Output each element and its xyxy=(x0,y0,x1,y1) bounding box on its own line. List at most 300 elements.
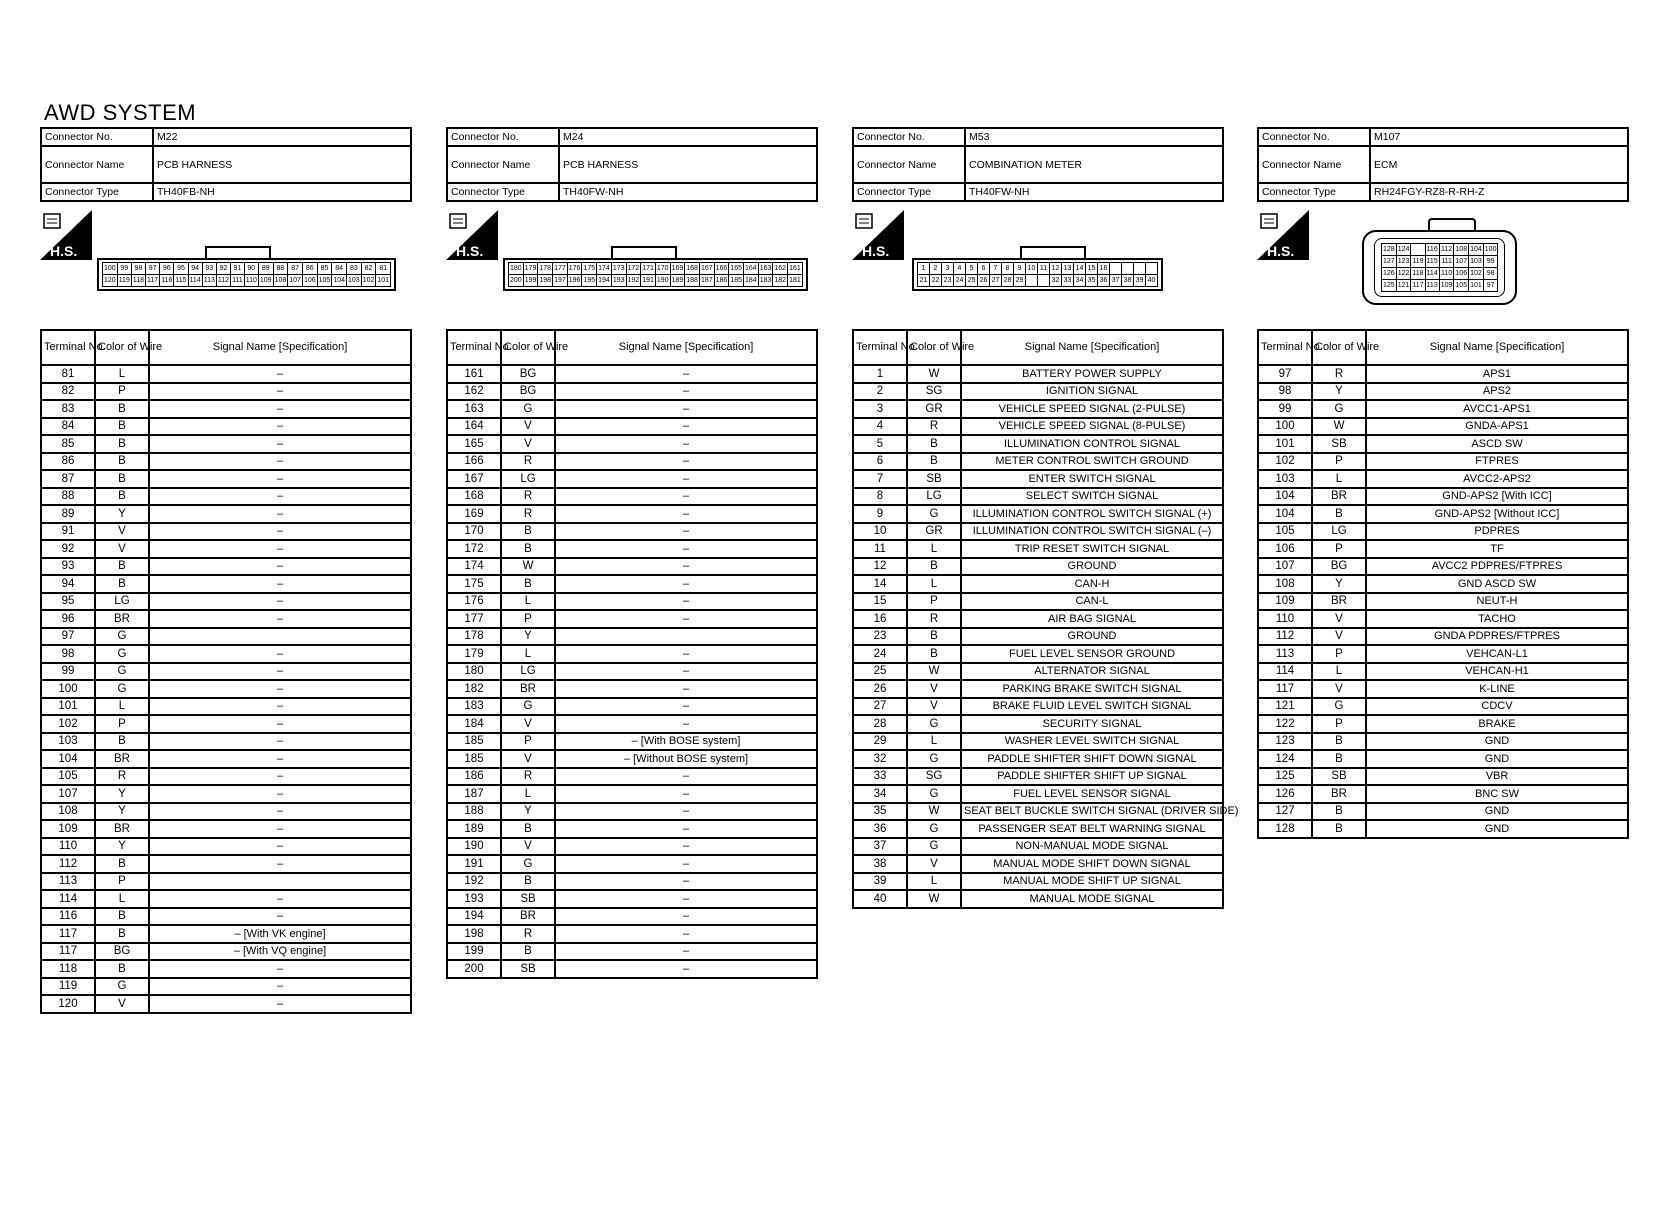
wire-color: G xyxy=(501,855,555,873)
wire-color: B xyxy=(95,470,149,488)
table-row xyxy=(447,838,817,856)
wire-color: G xyxy=(95,978,149,996)
signal-name: VEHICLE SPEED SIGNAL (2-PULSE) xyxy=(961,400,1223,418)
pin: 23 xyxy=(942,275,954,287)
wire-color: B xyxy=(501,873,555,891)
table-row xyxy=(447,715,817,733)
table-row xyxy=(41,803,411,821)
table-row xyxy=(853,593,1223,611)
terminal-no: 112 xyxy=(41,855,95,873)
table-row xyxy=(447,540,817,558)
terminal-table xyxy=(852,329,1239,909)
terminal-no: 124 xyxy=(1258,750,1312,768)
table-row xyxy=(1258,645,1628,663)
signal-name: CDCV xyxy=(1366,698,1628,716)
signal-name: ASCD SW xyxy=(1366,435,1628,453)
wire-color: R xyxy=(501,453,555,471)
terminal-no: 24 xyxy=(853,645,907,663)
connector-face xyxy=(912,246,1163,291)
signal-name-header: Signal Name [Specification] xyxy=(555,330,817,365)
wire-color: B xyxy=(95,558,149,576)
table-row xyxy=(853,733,1223,751)
terminal-no: 116 xyxy=(41,908,95,926)
pin: 175 xyxy=(582,263,597,275)
wire-color: B xyxy=(907,435,961,453)
terminal-no: 29 xyxy=(853,733,907,751)
signal-name: MANUAL MODE SHIFT DOWN SIGNAL xyxy=(961,855,1223,873)
connector-block-M107 xyxy=(1257,127,1629,839)
pin: 165 xyxy=(729,263,744,275)
terminal-no: 7 xyxy=(853,470,907,488)
pin: 106 xyxy=(302,275,317,287)
table-row xyxy=(1258,400,1628,418)
terminal-no: 187 xyxy=(447,785,501,803)
pin: 33 xyxy=(1062,275,1074,287)
terminal-no: 11 xyxy=(853,540,907,558)
signal-name: – xyxy=(555,435,817,453)
wire-color: LG xyxy=(501,663,555,681)
table-row xyxy=(447,418,817,436)
pin: 114 xyxy=(1425,268,1439,280)
signal-name: BATTERY POWER SUPPLY xyxy=(961,365,1223,383)
wire-color: BR xyxy=(1312,785,1366,803)
wire-color: L xyxy=(501,785,555,803)
signal-name: MANUAL MODE SHIFT UP SIGNAL xyxy=(961,873,1223,891)
wire-color: B xyxy=(907,628,961,646)
signal-name: – xyxy=(149,768,411,786)
pin: 181 xyxy=(788,275,803,287)
wire-color: BG xyxy=(501,365,555,383)
svg-text:H.S.: H.S. xyxy=(456,243,484,259)
terminal-no: 117 xyxy=(41,943,95,961)
terminal-no: 26 xyxy=(853,680,907,698)
signal-name: – [Without BOSE system] xyxy=(555,750,817,768)
table-row xyxy=(853,715,1223,733)
wire-color: BG xyxy=(501,383,555,401)
pin: 176 xyxy=(567,263,582,275)
signal-name: – xyxy=(555,785,817,803)
wire-color: BG xyxy=(1312,558,1366,576)
table-row xyxy=(853,610,1223,628)
wire-color: BR xyxy=(1312,593,1366,611)
table-row xyxy=(41,418,411,436)
table-row xyxy=(853,505,1223,523)
signal-name-header: Signal Name [Specification] xyxy=(1366,330,1628,365)
wire-color: BR xyxy=(501,680,555,698)
signal-name: PASSENGER SEAT BELT WARNING SIGNAL xyxy=(961,820,1223,838)
terminal-no: 15 xyxy=(853,593,907,611)
connector-face xyxy=(503,246,808,291)
table-row xyxy=(41,470,411,488)
signal-name: IGNITION SIGNAL xyxy=(961,383,1223,401)
signal-name: BNC SW xyxy=(1366,785,1628,803)
signal-name: SECURITY SIGNAL xyxy=(961,715,1223,733)
terminal-no: 121 xyxy=(1258,698,1312,716)
pin-layout xyxy=(917,262,1158,287)
terminal-no: 14 xyxy=(853,575,907,593)
connector-type-value: TH40FW-NH xyxy=(559,183,817,201)
pin: 97 xyxy=(1483,280,1498,292)
terminal-no: 101 xyxy=(1258,435,1312,453)
terminal-no: 5 xyxy=(853,435,907,453)
wire-color: Y xyxy=(501,803,555,821)
table-row xyxy=(853,803,1223,821)
table-row xyxy=(853,400,1223,418)
table-row xyxy=(853,435,1223,453)
wire-color: W xyxy=(907,890,961,908)
terminal-no: 190 xyxy=(447,838,501,856)
wire-color: Y xyxy=(95,803,149,821)
connector-name-label: Connector Name xyxy=(1258,146,1370,183)
signal-name: GND ASCD SW xyxy=(1366,575,1628,593)
pin: 2 xyxy=(930,263,942,275)
pin: 197 xyxy=(553,275,568,287)
signal-name: – xyxy=(149,558,411,576)
wire-color: P xyxy=(1312,540,1366,558)
wire-color: P xyxy=(1312,645,1366,663)
table-row xyxy=(447,663,817,681)
table-row xyxy=(41,733,411,751)
pin: 6 xyxy=(978,263,990,275)
table-row xyxy=(41,505,411,523)
wire-color: B xyxy=(1312,820,1366,838)
wire-color: V xyxy=(501,750,555,768)
pin: 188 xyxy=(685,275,700,287)
wire-color: V xyxy=(907,680,961,698)
connector-diagram xyxy=(1257,202,1629,329)
connector-type-label: Connector Type xyxy=(447,183,559,201)
pin: 168 xyxy=(685,263,700,275)
terminal-no: 103 xyxy=(1258,470,1312,488)
svg-text:H.S.: H.S. xyxy=(1267,243,1295,259)
table-row xyxy=(853,645,1223,663)
connector-type-label: Connector Type xyxy=(41,183,153,201)
pin: 178 xyxy=(538,263,553,275)
signal-name: – xyxy=(555,645,817,663)
wire-color: V xyxy=(1312,628,1366,646)
table-row xyxy=(41,575,411,593)
table-row xyxy=(41,645,411,663)
signal-name: – xyxy=(149,750,411,768)
connector-no-label: Connector No. xyxy=(1258,128,1370,146)
connector-type-value: TH40FW-NH xyxy=(965,183,1223,201)
terminal-no: 38 xyxy=(853,855,907,873)
pin: 88 xyxy=(273,263,288,275)
terminal-no: 176 xyxy=(447,593,501,611)
table-row xyxy=(447,383,817,401)
pin: 173 xyxy=(611,263,626,275)
signal-name: – xyxy=(149,715,411,733)
wire-color: G xyxy=(907,785,961,803)
signal-name: – xyxy=(149,978,411,996)
wire-color: V xyxy=(501,435,555,453)
signal-name: GND-APS2 [With ICC] xyxy=(1366,488,1628,506)
signal-name: – xyxy=(555,593,817,611)
wire-color: R xyxy=(907,610,961,628)
table-row xyxy=(1258,628,1628,646)
signal-name: – xyxy=(149,663,411,681)
terminal-no: 110 xyxy=(1258,610,1312,628)
terminal-no: 113 xyxy=(41,873,95,891)
table-row xyxy=(447,400,817,418)
table-row xyxy=(1258,365,1628,383)
terminal-no: 100 xyxy=(41,680,95,698)
terminal-no: 101 xyxy=(41,698,95,716)
terminal-no: 200 xyxy=(447,960,501,978)
table-row xyxy=(41,558,411,576)
wire-color: V xyxy=(95,523,149,541)
table-row xyxy=(447,750,817,768)
signal-name: FUEL LEVEL SENSOR SIGNAL xyxy=(961,785,1223,803)
wire-color: B xyxy=(95,908,149,926)
pin: 98 xyxy=(131,263,145,275)
pin: 198 xyxy=(538,275,553,287)
table-row xyxy=(853,488,1223,506)
wire-color: W xyxy=(501,558,555,576)
wire-color: G xyxy=(95,645,149,663)
terminal-no: 27 xyxy=(853,698,907,716)
pin: 124 xyxy=(1396,244,1411,256)
terminal-no: 119 xyxy=(41,978,95,996)
wire-color: SG xyxy=(907,768,961,786)
table-row xyxy=(853,558,1223,576)
pin: 194 xyxy=(597,275,612,287)
pin: 12 xyxy=(1050,263,1062,275)
signal-name: – xyxy=(149,505,411,523)
terminal-no: 123 xyxy=(1258,733,1312,751)
pin: 186 xyxy=(714,275,729,287)
wire-color: V xyxy=(501,715,555,733)
pin: 109 xyxy=(258,275,273,287)
table-row xyxy=(447,435,817,453)
pin: 102 xyxy=(1469,268,1484,280)
pin: 172 xyxy=(626,263,641,275)
signal-name xyxy=(555,628,817,646)
wire-color: G xyxy=(907,820,961,838)
wire-color: W xyxy=(1312,418,1366,436)
connector-name-value: PCB HARNESS xyxy=(559,146,817,183)
terminal-no: 114 xyxy=(41,890,95,908)
terminal-no: 112 xyxy=(1258,628,1312,646)
signal-name: MANUAL MODE SIGNAL xyxy=(961,890,1223,908)
terminal-no: 107 xyxy=(1258,558,1312,576)
signal-name xyxy=(149,628,411,646)
terminal-no: 85 xyxy=(41,435,95,453)
pin: 27 xyxy=(990,275,1002,287)
pin: 25 xyxy=(966,275,978,287)
terminal-no: 36 xyxy=(853,820,907,838)
wire-color: B xyxy=(501,943,555,961)
table-row xyxy=(853,820,1223,838)
pin: 32 xyxy=(1050,275,1062,287)
pin: 85 xyxy=(317,263,332,275)
wire-color: LG xyxy=(95,593,149,611)
wire-color: L xyxy=(1312,663,1366,681)
terminal-no: 35 xyxy=(853,803,907,821)
pin: 101 xyxy=(1469,280,1484,292)
pin: 187 xyxy=(699,275,714,287)
terminal-no: 39 xyxy=(853,873,907,891)
table-row xyxy=(41,610,411,628)
pin: 125 xyxy=(1382,280,1397,292)
color-of-wire-header: Color of Wire xyxy=(95,330,149,365)
color-of-wire-header: Color of Wire xyxy=(907,330,961,365)
signal-name: – xyxy=(149,680,411,698)
table-row xyxy=(41,768,411,786)
connector-diagram xyxy=(852,202,1224,329)
wire-color: R xyxy=(501,768,555,786)
signal-name: PARKING BRAKE SWITCH SIGNAL xyxy=(961,680,1223,698)
terminal-no: 23 xyxy=(853,628,907,646)
signal-name: GNDA-APS1 xyxy=(1366,418,1628,436)
table-row xyxy=(447,593,817,611)
wire-color: SB xyxy=(501,960,555,978)
pin: 171 xyxy=(641,263,656,275)
wire-color: LG xyxy=(907,488,961,506)
pin: 92 xyxy=(216,263,230,275)
pin: 183 xyxy=(758,275,773,287)
pin: 4 xyxy=(954,263,966,275)
terminal-no: 172 xyxy=(447,540,501,558)
wire-color: P xyxy=(501,733,555,751)
signal-name: – xyxy=(149,803,411,821)
wire-color: V xyxy=(501,418,555,436)
terminal-no: 164 xyxy=(447,418,501,436)
table-row xyxy=(41,873,411,891)
signal-name: WASHER LEVEL SWITCH SIGNAL xyxy=(961,733,1223,751)
pin: 95 xyxy=(174,263,188,275)
connector-no-label: Connector No. xyxy=(41,128,153,146)
table-row xyxy=(447,523,817,541)
pin xyxy=(1038,275,1050,287)
wire-color: L xyxy=(907,733,961,751)
signal-name: – xyxy=(149,400,411,418)
signal-name: – xyxy=(555,803,817,821)
terminal-no: 37 xyxy=(853,838,907,856)
table-row xyxy=(41,435,411,453)
table-row xyxy=(447,628,817,646)
pin: 26 xyxy=(978,275,990,287)
wire-color: P xyxy=(1312,453,1366,471)
pin: 99 xyxy=(1483,256,1498,268)
connector-block-M53 xyxy=(852,127,1239,909)
terminal-no: 108 xyxy=(1258,575,1312,593)
pin: 166 xyxy=(714,263,729,275)
wire-color: B xyxy=(95,418,149,436)
table-row xyxy=(41,715,411,733)
connector-type-label: Connector Type xyxy=(853,183,965,201)
table-row xyxy=(447,785,817,803)
signal-name xyxy=(149,873,411,891)
pin: 118 xyxy=(1411,268,1425,280)
wire-color: B xyxy=(95,733,149,751)
terminal-no: 97 xyxy=(1258,365,1312,383)
pin: 184 xyxy=(744,275,759,287)
connector-no-value: M107 xyxy=(1370,128,1628,146)
pin: 98 xyxy=(1483,268,1498,280)
pin: 89 xyxy=(258,263,273,275)
signal-name: – xyxy=(149,435,411,453)
pin: 36 xyxy=(1098,275,1110,287)
terminal-no: 161 xyxy=(447,365,501,383)
pin: 105 xyxy=(317,275,332,287)
table-row xyxy=(1258,663,1628,681)
terminal-no: 178 xyxy=(447,628,501,646)
terminal-no: 12 xyxy=(853,558,907,576)
table-row xyxy=(1258,575,1628,593)
terminal-no: 166 xyxy=(447,453,501,471)
table-row xyxy=(1258,383,1628,401)
signal-name-header: Signal Name [Specification] xyxy=(149,330,411,365)
signal-name: APS1 xyxy=(1366,365,1628,383)
table-row xyxy=(41,488,411,506)
wire-color: B xyxy=(1312,803,1366,821)
signal-name: – xyxy=(555,523,817,541)
pin: 102 xyxy=(361,275,376,287)
page-title: AWD SYSTEM xyxy=(44,100,197,125)
pin: 200 xyxy=(509,275,524,287)
pin: 16 xyxy=(1098,263,1110,275)
terminal-no: 82 xyxy=(41,383,95,401)
pin: 115 xyxy=(1425,256,1439,268)
terminal-no: 185 xyxy=(447,733,501,751)
table-row xyxy=(41,978,411,996)
pin: 117 xyxy=(1411,280,1425,292)
terminal-no: 9 xyxy=(853,505,907,523)
table-row xyxy=(1258,593,1628,611)
signal-name: – xyxy=(555,768,817,786)
pin: 189 xyxy=(670,275,685,287)
wire-color: B xyxy=(1312,750,1366,768)
terminal-no: 185 xyxy=(447,750,501,768)
table-row xyxy=(853,575,1223,593)
wire-color: SB xyxy=(1312,768,1366,786)
signal-name: ENTER SWITCH SIGNAL xyxy=(961,470,1223,488)
table-row xyxy=(447,575,817,593)
signal-name: K-LINE xyxy=(1366,680,1628,698)
wire-color: R xyxy=(95,768,149,786)
terminal-no: 40 xyxy=(853,890,907,908)
terminal-no: 175 xyxy=(447,575,501,593)
terminal-no: 194 xyxy=(447,908,501,926)
terminal-no: 104 xyxy=(41,750,95,768)
table-row xyxy=(41,523,411,541)
pin: 14 xyxy=(1074,263,1086,275)
wire-color: R xyxy=(501,925,555,943)
connector-type-value: RH24FGY-RZ8-R-RH-Z xyxy=(1370,183,1628,201)
pin: 38 xyxy=(1122,275,1134,287)
signal-name: – xyxy=(149,995,411,1013)
terminal-no: 84 xyxy=(41,418,95,436)
connector-no-label: Connector No. xyxy=(447,128,559,146)
pin: 15 xyxy=(1086,263,1098,275)
signal-name: VEHCAN-H1 xyxy=(1366,663,1628,681)
signal-name: – xyxy=(555,610,817,628)
pin: 103 xyxy=(1469,256,1484,268)
signal-name: – xyxy=(149,453,411,471)
table-row xyxy=(41,453,411,471)
terminal-no: 1 xyxy=(853,365,907,383)
signal-name: – xyxy=(555,960,817,978)
terminal-no: 95 xyxy=(41,593,95,611)
terminal-no: 165 xyxy=(447,435,501,453)
pin: 190 xyxy=(655,275,670,287)
pin: 93 xyxy=(202,263,216,275)
terminal-no: 100 xyxy=(1258,418,1312,436)
wire-color: B xyxy=(95,453,149,471)
terminal-no: 127 xyxy=(1258,803,1312,821)
pin: 118 xyxy=(131,275,145,287)
